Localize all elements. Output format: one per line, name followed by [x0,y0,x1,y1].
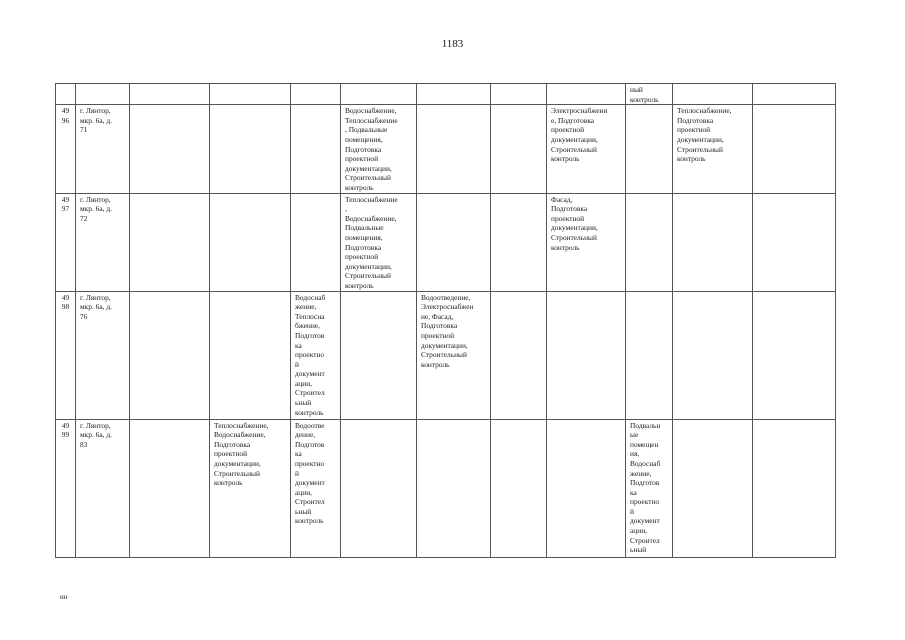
cell-num: 49 97 [56,193,76,291]
cell-col9 [673,291,753,419]
cell-col10 [753,193,836,291]
cell-col1 [130,105,210,193]
cell-col6 [491,291,547,419]
page-number: 1183 [441,38,464,50]
cell-col8 [626,291,673,419]
cell-col8 [626,193,673,291]
cell-col10 [753,419,836,557]
table-row [56,193,836,291]
cell-col2: Теплоснабжение, Водоснабжение, Подготовка проектной документации, Строительный контроль [210,419,291,557]
cell-col2 [210,291,291,419]
cell-col3 [291,105,341,193]
cell-col7 [547,291,626,419]
cell-num: 49 96 [56,105,76,193]
table-row-continuation [56,84,836,105]
cell-col6 [491,419,547,557]
cell-col5 [417,419,491,557]
cell-col3 [291,193,341,291]
cell-col7 [547,419,626,557]
cell-address: г. Лянтор, мкр. 6а, д. 72 [76,193,130,291]
cell-col9 [673,193,753,291]
cell-col1 [130,291,210,419]
cell-col5: Водоотведение, Электроснабжен ие, Фасад, Подготовка проектной документации, Строительный контроль [417,291,491,419]
cell-col10 [753,84,836,105]
work-schedule-table [55,83,836,558]
cell-col3: Водоотве дение, Подготов ка проектно й документ ации, Строител ьный контроль [291,419,341,557]
cell-col8: Подвальн ые помещен ия, Водоснаб жение, Подготов ка проектно й документ ации, Строител ьный [626,419,673,557]
cell-col7 [547,84,626,105]
cell-col4: Теплоснабжение , Водоснабжение, Подвальные помещения, Подготовка проектной документации, Строительный контроль [341,193,417,291]
cell-col4 [341,291,417,419]
cell-num [56,84,76,105]
cell-col5 [417,84,491,105]
cell-col1 [130,193,210,291]
cell-col2 [210,105,291,193]
cell-col6 [491,84,547,105]
cell-col4: Водоснабжение, Теплоснабжение , Подвальные помещения, Подготовка проектной документации, Строительный контроль [341,105,417,193]
cell-col9: Теплоснабжение, Подготовка проектной документации, Строительный контроль [673,105,753,193]
cell-col8 [626,105,673,193]
cell-col2 [210,193,291,291]
table-row [56,419,836,557]
cell-col1 [130,84,210,105]
cell-col1 [130,419,210,557]
cell-col9 [673,84,753,105]
cell-col3: Водоснаб жение, Теплосна бжение, Подготов ка проектно й документ ации, Строител ьный контроль [291,291,341,419]
cell-col4 [341,84,417,105]
cell-col5 [417,193,491,291]
cell-col7: Фасад, Подготовка проектной документации, Строительный контроль [547,193,626,291]
cell-col10 [753,105,836,193]
table-row [56,291,836,419]
cell-address: г. Лянтор, мкр. 6а, д. 83 [76,419,130,557]
cell-col6 [491,193,547,291]
cell-address: г. Лянтор, мкр. 6а, д. 76 [76,291,130,419]
cell-col3 [291,84,341,105]
cell-col4 [341,419,417,557]
cell-col2 [210,84,291,105]
table-row [56,105,836,193]
cell-col5 [417,105,491,193]
cell-col6 [491,105,547,193]
cell-num: 49 98 [56,291,76,419]
cell-num: 49 99 [56,419,76,557]
cell-address [76,84,130,105]
cell-col9 [673,419,753,557]
cell-col7: Электроснабжени е, Подготовка проектной документации, Строительный контроль [547,105,626,193]
footer-mark: нн [60,593,68,601]
cell-address: г. Лянтор, мкр. 6а, д. 71 [76,105,130,193]
cell-col8: ный контроль [626,84,673,105]
cell-col10 [753,291,836,419]
